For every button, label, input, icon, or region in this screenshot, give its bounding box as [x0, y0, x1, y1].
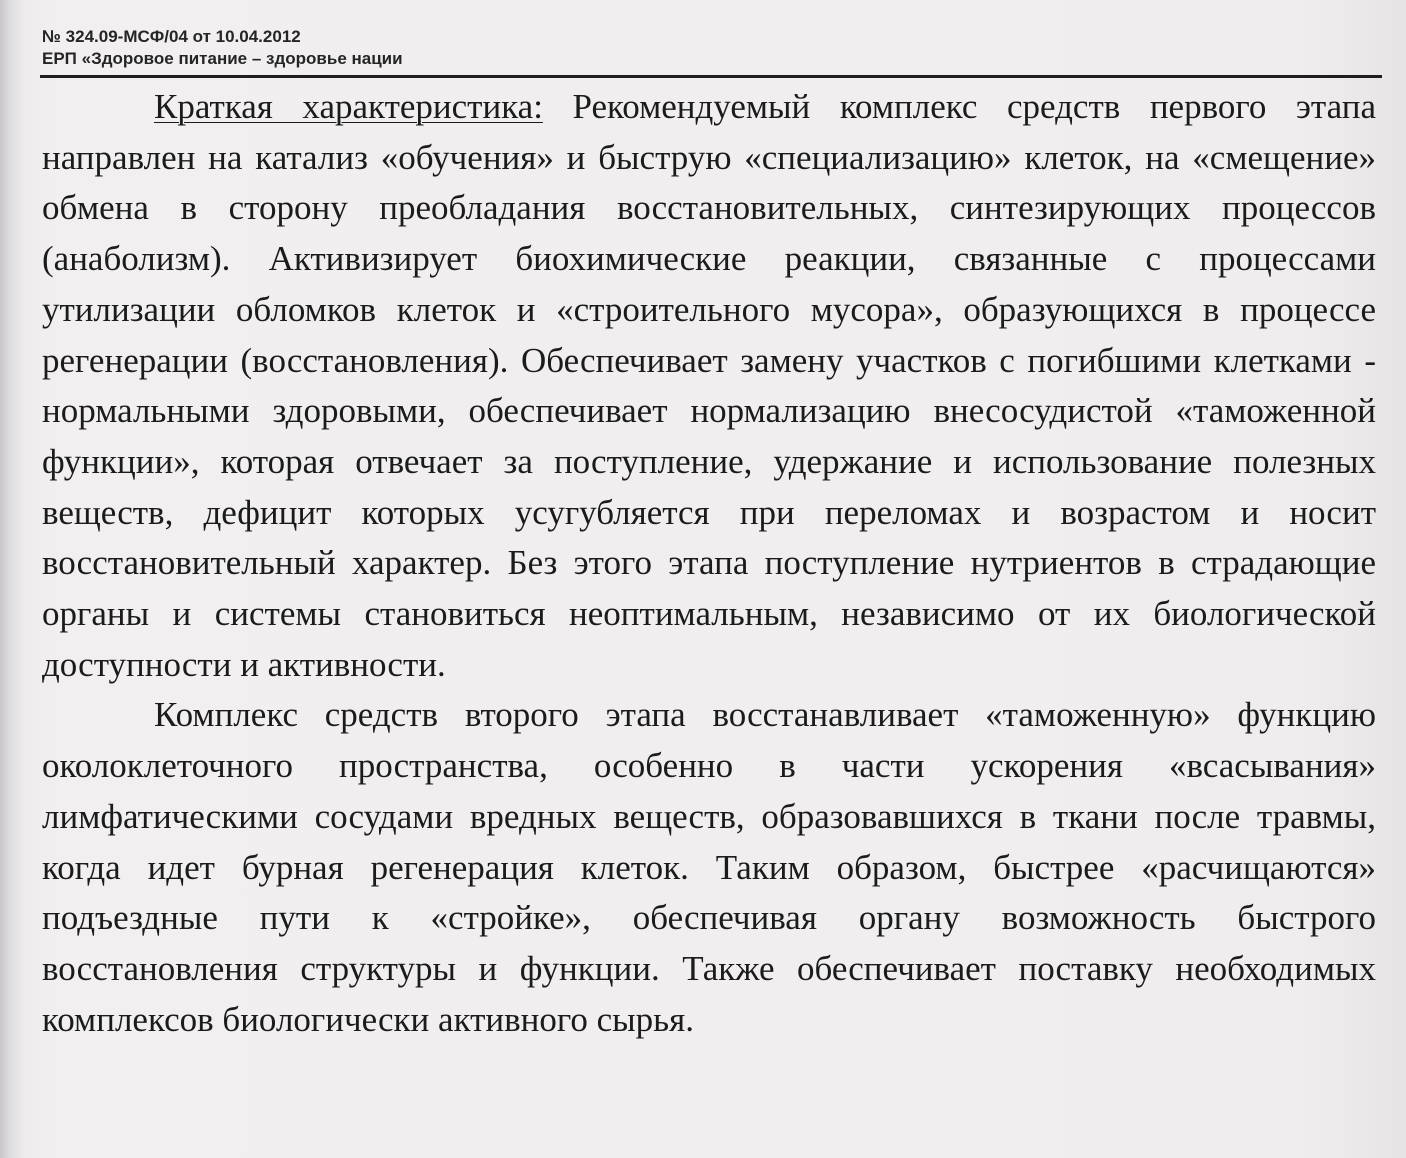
paragraph-2-text: Комплекс средств второго этапа восстанавливает «таможенную» функцию околоклеточного пространства, особенно в части ускорения «всасывания» лимфатическими сосудами вредных веществ, образовавшихся в ткани после травмы, когда идет бурная регенерация клеток. Таким образом, быстрее «расчищаются» подъездные пути к «стройке», обеспечивая органу возможность быстрого восстановления структуры и функции. Также обеспечивает поставку необходимых комплексов биологически активного сырья. [42, 695, 1376, 1039]
document-header [42, 26, 403, 70]
program-title: ЕРП «Здоровое питание – здоровье нации [42, 49, 403, 68]
document-body [42, 82, 1376, 1045]
header-divider [40, 75, 1382, 78]
paragraph-1-text: Рекомендуемый комплекс средств первого этапа направлен на катализ «обучения» и быструю «специализацию» клеток, на «смещение» обмена в сторону преобладания восстановительных, синтезирующих процессов (анаболизм). Активизирует биохимические реакции, связанные с процессами утилизации обломков клеток и «строительного мусора», образующихся в процессе регенерации (восстановления). Обеспечивает замену участков с погибшими клетками - нормальными здоровыми, обеспечивает нормализацию внесосудистой «таможенной функции», которая отвечает за поступление, удержание и использование полезных веществ, дефицит которых усугубляется при переломах и возрастом и носит восстановительный характер. Без этого этапа поступление нутриентов в страдающие органы и системы становиться неоптимальным, независимо от их биологической доступности и активности. [42, 87, 1376, 684]
paragraph-lead-heading: Краткая характеристика: [154, 87, 543, 126]
paragraph-second-stage [42, 690, 1376, 1045]
document-number: № 324.09-МСФ/04 от 10.04.2012 [42, 27, 301, 46]
paragraph-brief-description [42, 82, 1376, 690]
